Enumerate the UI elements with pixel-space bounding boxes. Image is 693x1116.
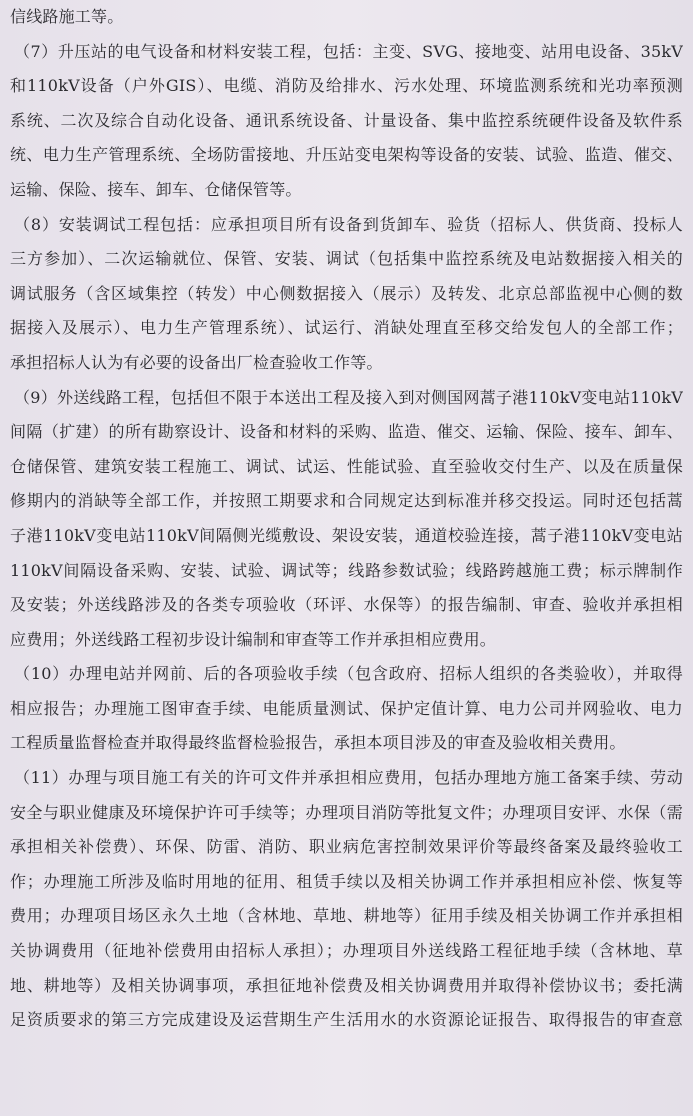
paragraph — [10, 381, 683, 658]
text-line: 统、电力生产管理系统、全场防雷接地、升压站变电架构等设备的安装、试验、监造、催交、 — [10, 145, 683, 165]
text-line: 调试服务（含区域集控（转发）中心侧数据接入（展示）及转发、北京总部监视中心侧的数 — [10, 283, 683, 303]
text-line: （11）办理与项目施工有关的许可文件并承担相应费用，包括办理地方施工备案手续、劳动 — [14, 768, 683, 788]
text-line: （9）外送线路工程，包括但不限于本送出工程及接入到对侧国网蒿子港110kV变电站110kV — [14, 387, 683, 407]
text-line: 作；办理施工所涉及临时用地的征用、租赁手续以及相关协调工作并承担相应补偿、恢复等 — [10, 871, 683, 891]
text-line: 信线路施工等。 — [10, 7, 124, 26]
text-line: （10）办理电站并网前、后的各项验收手续（包含政府、招标人组织的各类验收），并取得 — [14, 664, 683, 684]
text-line: 承担招标人认为有必要的设备出厂检查验收工作等。 — [10, 352, 383, 372]
text-line: 110kV间隔设备采购、安装、试验、调试等；线路参数试验；线路跨越施工费；标示牌制作 — [10, 560, 683, 580]
text-line: 地、耕地等）及相关协调事项，承担征地补偿费及相关协调费用并取得补偿协议书；委托满 — [10, 975, 683, 995]
text-line: 仓储保管、建筑安装工程施工、调试、试运、性能试验、直至验收交付生产、以及在质量保 — [10, 456, 683, 476]
paragraph — [10, 208, 683, 381]
text-line: 相应报告；办理施工图审查手续、电能质量测试、保护定值计算、电力公司并网验收、电力 — [10, 698, 683, 718]
text-line: 安全与职业健康及环境保护许可手续等；办理项目消防等批复文件；办理项目安评、水保（需 — [10, 802, 683, 822]
document-body — [10, 0, 683, 1038]
text-line: 费用；办理项目场区永久土地（含林地、草地、耕地等）征用手续及相关协调工作并承担相 — [10, 906, 683, 926]
text-line: 足资质要求的第三方完成建设及运营期生产生活用水的水资源论证报告、取得报告的审查意 — [10, 1010, 683, 1030]
text-line: 关协调费用（征地补偿费用由招标人承担）；办理项目外送线路工程征地手续（含林地、草 — [10, 941, 683, 961]
text-line: 修期内的消缺等全部工作，并按照工期要求和合同规定达到标准并移交投运。同时还包括蒿 — [10, 491, 683, 511]
text-line: 和110kV设备（户外GIS）、电缆、消防及给排水、污水处理、环境监测系统和光功率预测 — [10, 76, 683, 96]
text-line: 应费用；外送线路工程初步设计编制和审查等工作并承担相应费用。 — [10, 629, 497, 649]
text-line: 工程质量监督检查并取得最终监督检验报告，承担本项目涉及的审查及验收相关费用。 — [10, 733, 626, 753]
paragraph — [10, 657, 683, 761]
text-line: 运输、保险、接车、卸车、仓储保管等。 — [10, 179, 302, 199]
text-line: 三方参加）、二次运输就位、保管、安装、调试（包括集中监控系统及电站数据接入相关的 — [10, 249, 683, 269]
text-line: 系统、二次及综合自动化设备、通讯系统设备、计量设备、集中监控系统硬件设备及软件系 — [10, 110, 683, 130]
paragraph — [10, 0, 683, 35]
paragraph — [10, 35, 683, 208]
text-line: 子港110kV变电站110kV间隔侧光缆敷设、架设安装，通道校验连接，蒿子港110kV变电站 — [10, 525, 683, 545]
text-line: 及安装；外送线路涉及的各类专项验收（环评、水保等）的报告编制、审查、验收并承担相 — [10, 595, 683, 615]
paragraph — [10, 761, 683, 1038]
text-line: 间隔（扩建）的所有勘察设计、设备和材料的采购、监造、催交、运输、保险、接车、卸车、 — [10, 422, 683, 442]
text-line: 承担相关补偿费）、环保、防雷、消防、职业病危害控制效果评价等最终备案及最终验收工 — [10, 837, 683, 857]
text-line: （8）安装调试工程包括：应承担项目所有设备到货卸车、验货（招标人、供货商、投标人 — [14, 214, 683, 234]
text-line: （7）升压站的电气设备和材料安装工程，包括：主变、SVG、接地变、站用电设备、35kV — [14, 41, 683, 61]
text-line: 据接入及展示）、电力生产管理系统）、试运行、消缺处理直至移交给发包人的全部工作； — [10, 318, 683, 338]
